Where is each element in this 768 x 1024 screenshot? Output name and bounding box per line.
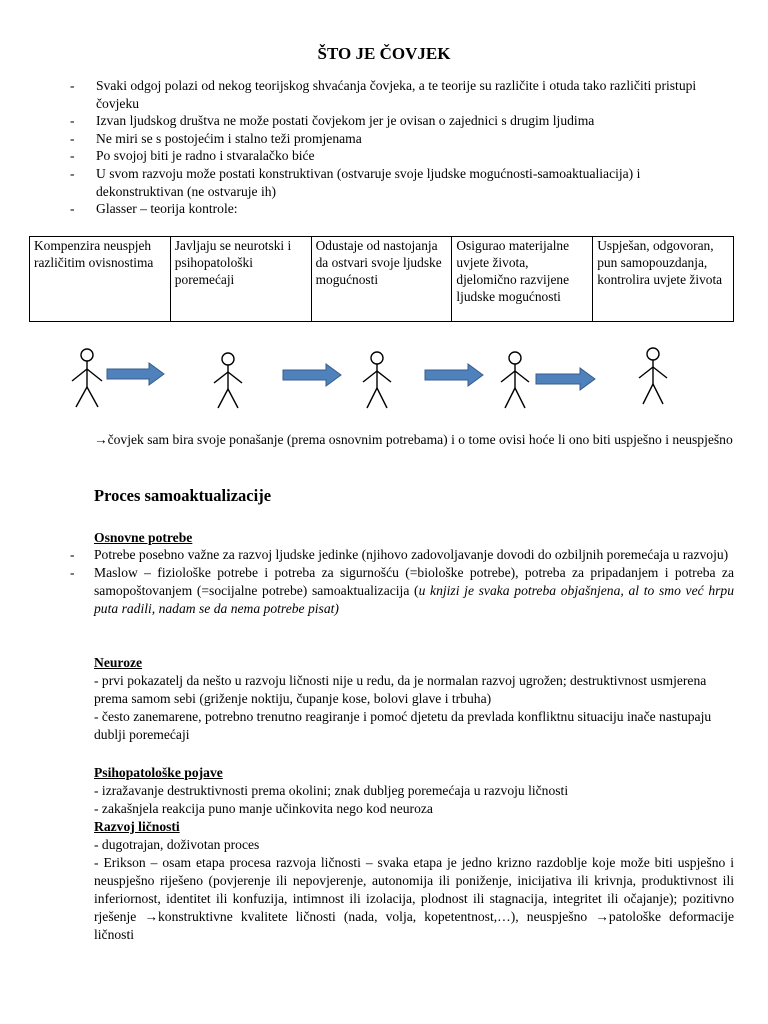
list-item: - Potrebe posebno važne za razvoj ljudske jedinke (njihovo zadovoljavanje dovodi do ozbiljnih poremećaja u razvoju) [70,547,729,562]
list-item-note: u knjizi je svaka potreba objašnjena, al to smo već hrpu puta radili, nadam se da nema potrebe pisat) [94,583,734,616]
arrow-right-icon [107,363,164,385]
stick-figure-icon [363,352,391,408]
psiho-block [94,764,734,818]
list-item-text: Glasser – teorija kontrole: [96,201,238,217]
osnovne-heading: Osnovne potrebe [94,530,193,545]
list-item-text: Ne miri se s postojećim i stalno teži promjenama [96,130,362,146]
list-item: - Maslow – fiziološke potrebe i potreba za sigurnošću (=biološke potrebe), potreba za pripadanjem i potreba za samopoštovanjem (=socijalne potrebe) samoaktualizacija (u knjizi je svaka potreba objašnjena, al to smo već hrpu puta radili, nadam se da nema potrebe pisat) [70,565,734,616]
arrow-right-icon [425,364,483,386]
arrow-symbol: → [595,909,609,924]
list-item-text: U svom razvoju može postati konstruktivan (ostvaruje svoje ljudske mogućnosti-samoaktualiacija) i dekonstruktivan (ne ostvaruje ih) [96,165,641,199]
stick-figure-icon [501,352,529,408]
list-item-text: Po svojoj biti je radno i stvaralačko biće [96,148,315,164]
arrow-right-icon [283,364,341,386]
paragraph-text: patološke deformacije ličnosti [94,909,735,942]
table-row [30,237,734,322]
table-cell: Odustaje od nastojanja da ostvari svoje ljudske mogućnosti [311,237,452,322]
razvoj-heading: Razvoj ličnosti [94,819,180,834]
osnovne-list [70,546,734,618]
list-item: - Po svojoj biti je radno i stvaralačko biće [70,148,315,164]
intro-list [70,77,730,218]
list-item-text: Izvan ljudskog društva ne može postati čovjekom jer je ovisan o zajednici s drugim ljudima [96,113,595,129]
conclusion-body: čovjek sam bira svoje ponašanje (prema osnovnim potrebama) i o tome ovisi hoće li ono biti uspješno i neuspješno [107,432,733,447]
arrow-right-icon [536,368,595,390]
paragraph-text: konstruktivne kvalitete ličnosti (nada, volja, kopetentnost,…), neuspješno [157,909,596,924]
glasser-table [29,236,734,322]
paragraph: - dugotrajan, doživotan proces [94,837,260,852]
paragraph: - izražavanje destruktivnosti prema okolini; znak dubljeg poremećaja u razvoju ličnosti [94,783,569,798]
stick-figure-flow [0,345,768,415]
table-cell: Javljaju se neurotski i psihopatološki poremećaji [170,237,311,322]
list-item: - Svaki odgoj polazi od nekog teorijskog shvaćanja čovjeka, a te teorije su različite i otuda tako različiti pristupi čovjeku [70,78,697,111]
table-cell: Kompenzira neuspjeh različitim ovisnostima [30,237,171,322]
list-item-text: Maslow – fiziološke potrebe i potreba za sigurnošću (=biološke potrebe), potreba za pripadanjem i potreba za samopoštovanjem (=socijalne potrebe) samoaktualizacija ( [94,565,734,598]
list-item: - U svom razvoju može postati konstruktivan (ostvaruje svoje ljudske mogućnosti-samoaktualiacija) i dekonstruktivan (ne ostvaruje ih) [70,165,641,199]
paragraph [94,854,734,944]
neuroze-block [94,654,734,744]
razvoj-block [94,818,734,944]
section-title: Proces samoaktualizacije [94,486,272,505]
list-item: - Ne miri se s postojećim i stalno teži promjenama [70,130,362,146]
stick-figure-icon [72,349,102,407]
stick-figure-icon [214,353,242,408]
table-cell: Uspješan, odgovoran, pun samopouzdanja, kontrolira uvjete života [593,237,734,322]
arrow-symbol: → [144,909,158,924]
paragraph: - zakašnjela reakcija puno manje učinkovita nego kod neuroza [94,801,433,816]
paragraph-text: - Erikson – osam etapa procesa razvoja ličnosti – svaka etapa je jedno krizno razdoblje koje može biti uspješno i neuspješno riješeno (povjerenje ili nepovjerenje, autonomija ili poniženje, inicijativa ili krivnja, produktivnost ili inferiornost, identitet ili konfuzija, intimnost ili izolacija, plodnost ili stagnacija, integritet ili očajanje); pozitivno rješenje [94,855,734,924]
arrow-symbol: → [94,432,108,447]
osnovne-heading-block [94,529,734,547]
list-item: - Glasser – teorija kontrole: [70,201,238,217]
paragraph: - prvi pokazatelj da nešto u razvoju ličnosti nije u redu, da je normalan razvoj ugrožen; destruktivnost usmjerena prema samom sebi (griženje noktiju, čupanje kose, bolovi glave i trbuha) [94,673,707,706]
list-item-text: Potrebe posebno važne za razvoj ljudske jedinke (njihovo zadovoljavanje dovodi do ozbiljnih poremećaja u razvoju) [94,547,729,562]
stick-figure-icon [639,348,667,404]
psiho-heading: Psihopatološke pojave [94,765,223,780]
paragraph: - često zanemarene, potrebno trenutno reagiranje i pomoć djetetu da prevlada konfliktnu situaciju inače nastupaju dublji poremećaji [94,709,712,742]
neuroze-heading: Neuroze [94,655,143,670]
page-title: ŠTO JE ČOVJEK [317,44,451,63]
table-cell: Osigurao materijalne uvjete života, djelomično razvijene ljudske mogućnosti [452,237,593,322]
conclusion-text [94,431,734,449]
list-item: - Izvan ljudskog društva ne može postati čovjekom jer je ovisan o zajednici s drugim ljudima [70,113,595,129]
list-item-text: Svaki odgoj polazi od nekog teorijskog shvaćanja čovjeka, a te teorije su različite i otuda tako različiti pristupi čovjeku [96,78,697,111]
